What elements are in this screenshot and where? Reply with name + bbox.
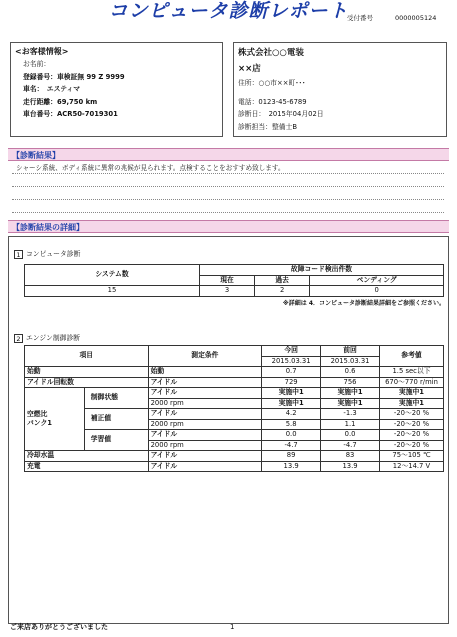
row-reference: 12〜14.7 V: [379, 461, 443, 472]
customer-heading: <お客様情報>: [15, 47, 69, 56]
computer-diagnosis-table: [24, 264, 444, 297]
result-line: [12, 173, 444, 174]
row-now: 13.9: [262, 461, 321, 472]
row-condition: 2000 rpm: [148, 419, 262, 430]
details-heading: 【診断結果の詳細】: [8, 220, 449, 233]
afr-group: 学習値: [84, 430, 148, 451]
cell: 2: [255, 286, 310, 297]
section-number: 2: [14, 334, 23, 343]
customer-mileage: 走行距離：69,750 km: [23, 97, 98, 106]
row-reference: 実施中1: [379, 398, 443, 409]
customer-info-box: [10, 42, 223, 137]
row-reference: 実施中1: [379, 388, 443, 399]
shop-staff: 診断担当：整備士B: [238, 122, 298, 131]
row-prev: 実施中1: [321, 398, 380, 409]
row-condition: アイドル: [148, 451, 262, 462]
row-reference: -20〜20 %: [379, 440, 443, 451]
col-prev: 前回: [321, 346, 380, 357]
row-prev: 83: [321, 451, 380, 462]
table-row: [25, 367, 444, 378]
row-condition: アイドル: [148, 461, 262, 472]
row-reference: -20〜20 %: [379, 430, 443, 441]
cell: 0: [310, 286, 444, 297]
shop-address: 住所：○○市××町･･･: [238, 79, 306, 87]
customer-reg-number: 登録番号：車検証無 99 Z 9999: [23, 72, 125, 81]
col-condition: 測定条件: [148, 346, 262, 367]
row-now: 実施中1: [262, 398, 321, 409]
col-prev-date: 2015.03.31: [321, 356, 380, 367]
customer-name: お名前：: [23, 60, 51, 68]
row-now: 実施中1: [262, 388, 321, 399]
row-prev: 0.6: [321, 367, 380, 378]
col-pending: ペンディング: [310, 275, 444, 286]
afr-group: 補正値: [84, 409, 148, 430]
shop-date: 診断日： 2015年04月02日: [238, 110, 324, 118]
customer-car-name: 車名： エスティマ: [23, 85, 81, 93]
row-reference: -20〜20 %: [379, 419, 443, 430]
row-reference: -20〜20 %: [379, 409, 443, 420]
row-now: 0.7: [262, 367, 321, 378]
result-line: [12, 199, 444, 200]
shop-branch: ××店: [238, 64, 261, 74]
row-reference: 75〜105 ℃: [379, 451, 443, 462]
col-past: 過去: [255, 275, 310, 286]
afr-label: 空燃比 バンク1: [25, 388, 85, 451]
detail-note: ※詳細は 4．コンピュータ診断結果詳細をご参照ください。: [282, 300, 445, 307]
col-current: 現在: [200, 275, 255, 286]
row-prev: 13.9: [321, 461, 380, 472]
row-prev: 0.0: [321, 430, 380, 441]
table-row: [25, 461, 444, 472]
receipt-number: 0000005124: [395, 14, 437, 22]
col-reference: 参考値: [379, 346, 443, 367]
footer-thanks: ご来店ありがとうございました: [10, 623, 108, 631]
row-item: 始動: [25, 367, 149, 378]
table-row: [25, 409, 444, 420]
section-number: 1: [14, 250, 23, 259]
afr-group: 制御状態: [84, 388, 148, 409]
col-fault-codes: 故障コード検出件数: [200, 265, 444, 276]
table-row: [25, 377, 444, 388]
table-row: [25, 451, 444, 462]
result-line: [12, 186, 444, 187]
row-prev: -4.7: [321, 440, 380, 451]
row-condition: アイドル: [148, 377, 262, 388]
col-now-date: 2015.03.31: [262, 356, 321, 367]
section-title: コンピュータ診断: [26, 250, 81, 258]
row-reference: 670〜770 r/min: [379, 377, 443, 388]
row-prev: 実施中1: [321, 388, 380, 399]
row-condition: 2000 rpm: [148, 398, 262, 409]
table-row: [25, 430, 444, 441]
table-row: [25, 286, 444, 297]
row-prev: -1.3: [321, 409, 380, 420]
result-text: シャーシ系統、ボディ系統に異常の兆候が見られます。点検することをおすすめ致します。: [16, 164, 285, 172]
row-condition: アイドル: [148, 409, 262, 420]
cell: 3: [200, 286, 255, 297]
col-item: 項目: [25, 346, 149, 367]
result-heading: 【診断結果】: [8, 148, 449, 161]
row-condition: 始動: [148, 367, 262, 378]
row-item: アイドル回転数: [25, 377, 149, 388]
row-now: 4.2: [262, 409, 321, 420]
receipt-label: 受付番号: [347, 14, 373, 22]
cell: 15: [25, 286, 200, 297]
row-condition: アイドル: [148, 388, 262, 399]
page-number: 1: [230, 623, 235, 631]
row-now: -4.7: [262, 440, 321, 451]
row-item: 充電: [25, 461, 149, 472]
section-title: エンジン制御診断: [26, 334, 81, 342]
row-item: 冷却水温: [25, 451, 149, 462]
col-system-count: システム数: [25, 265, 200, 286]
row-now: 5.8: [262, 419, 321, 430]
row-now: 729: [262, 377, 321, 388]
shop-phone: 電話：0123-45-6789: [238, 97, 307, 106]
shop-company: 株式会社○○電装: [238, 48, 304, 58]
row-now: 89: [262, 451, 321, 462]
result-line: [12, 212, 444, 213]
row-prev: 756: [321, 377, 380, 388]
row-prev: 1.1: [321, 419, 380, 430]
row-condition: アイドル: [148, 430, 262, 441]
report-title: コンピュータ診断レポート: [108, 0, 349, 22]
row-now: 0.0: [262, 430, 321, 441]
row-reference: 1.5 sec以下: [379, 367, 443, 378]
row-condition: 2000 rpm: [148, 440, 262, 451]
col-now: 今回: [262, 346, 321, 357]
table-row: [25, 388, 444, 399]
engine-diagnosis-table: [24, 345, 444, 472]
customer-chassis-number: 車台番号：ACR50-7019301: [23, 110, 118, 118]
shop-info-box: [233, 42, 447, 137]
